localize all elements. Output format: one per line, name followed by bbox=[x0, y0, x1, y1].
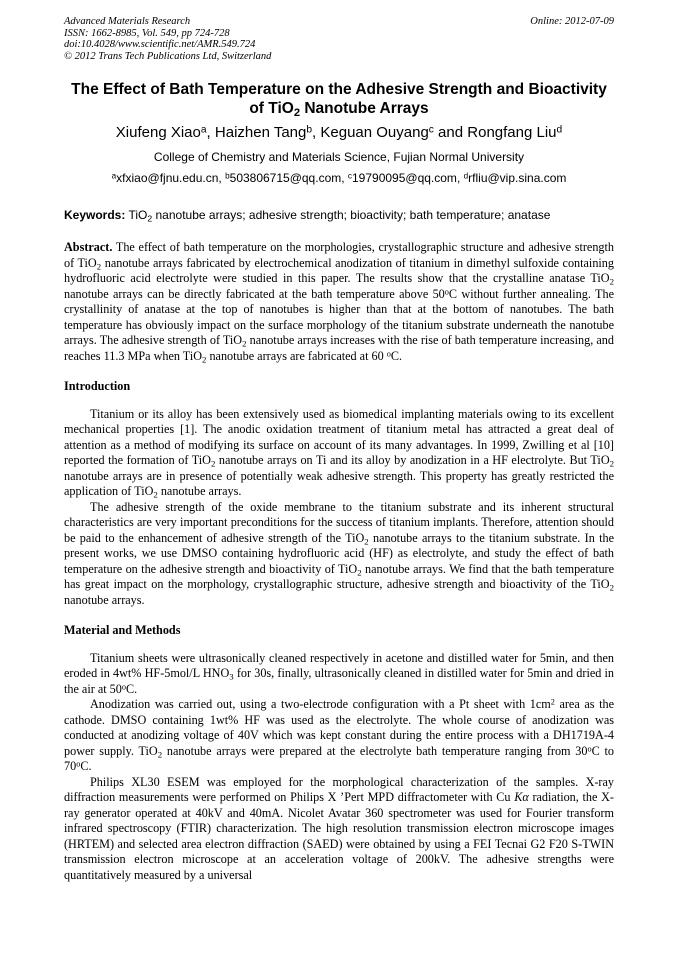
journal-header bbox=[64, 16, 271, 62]
doi-line: doi:10.4028/www.scientific.net/AMR.549.724 bbox=[64, 39, 256, 50]
author-emails bbox=[40, 171, 638, 185]
intro-paragraph-1: Titanium or its alloy has been extensively used as biomedical implanting materials owing to its excellent mechanical properties [1]. The anodic oxidation treatment of titanium metal has attracted a great deal of attention as a method of modifying its surface on account of its many advantages. In 1999, Zwilling et al [10] reported the formation of TiO$_2$ nanotube arrays on Ti and its alloy by anodization in a HF electrolyte. But TiO$_2$ nanotube arrays are in presence of potentially weak adhesive strength. This property has greatly restricted the application of TiO$_2$ nanotube arrays. bbox=[64, 406, 615, 500]
title-line-2: of TiO$_2$ Nanotube Arrays bbox=[249, 100, 429, 120]
author: Rongfang Liu$^d$ bbox=[467, 124, 563, 141]
author-list bbox=[40, 124, 638, 142]
abstract: Abstract. The effect of bath temperature on the morphologies, crystallographic structure and adhesive strength of TiO$_2$ nanotube arrays fabricated by electrochemical anodization of titanium in dimethyl sulfoxide containing hydrofluoric acid electrolyte were studied in this paper. The results show that the crystalline anatase TiO$_2$ nanotube arrays can be directly fabricated at the bath temperature above 50$^o$C without further annealing. The crystallinity of anatase at the top of nanotubes is higher than that at the bottom of nanotubes. The bath temperature has obviously impact on the surface morphology of the titanium substrate underneath the nanotube arrays. The adhesive strength of TiO$_2$ nanotube arrays increases with the rise of bath temperature increasing, and reaches 11.3 MPa when TiO$_2$ nanotube arrays are fabricated at 60 $^o$C. bbox=[64, 240, 614, 364]
online-date: Online: 2012-07-09 bbox=[530, 16, 614, 27]
author: Keguan Ouyang$^c$ and bbox=[320, 124, 468, 141]
email: $^a$xfxiao@fjnu.edu.cn, bbox=[111, 171, 226, 185]
affiliation: College of Chemistry and Materials Science, Fujian Normal University bbox=[153, 150, 525, 164]
email: $^b$503806715@qq.com, bbox=[225, 171, 348, 185]
keywords-label: Keywords: bbox=[64, 208, 126, 222]
author: Xiufeng Xiao$^a$, bbox=[115, 124, 215, 141]
methods-paragraph-1: Titanium sheets were ultrasonically cleaned respectively in acetone and distilled water for 5min, and then eroded in 4wt% HF-5mol/L $HNO_3$ for 30s, finally, ultrasonically cleaned in distilled water for 5min and dried in the air at 50$^o$C. bbox=[64, 650, 615, 696]
abstract-label: Abstract. bbox=[64, 240, 113, 254]
author: Haizhen Tang$^b$, bbox=[214, 124, 321, 141]
methods-paragraph-3: Philips XL30 ESEM was employed for the morphological characterization of the samples. X-ray diffraction measurements were performed on Philips X ’Pert MPD diffractometer with Cu Kα radiation, the X-ray generator operated at 40kV and 40mA. Nicolet Avatar 360 spectrometer was used for Fourier transform infrared spectroscopy (FTIR) characterization. The high resolution transmission electron microscope images (HRTEM) and selected area electron diffraction (SAED) were obtained by using a FEI Tecnai G2 F20 S-TWIN transmission electron microscope at an acceleration voltage of 200kV. The adhesive strengths were quantitatively measured by a universal bbox=[64, 774, 614, 882]
email: $^c$19790095@qq.com, bbox=[347, 171, 464, 185]
keywords: Keywords: TiO$_2$ nanotube arrays; adhesive strength; bioactivity; bath temperature; anatase bbox=[64, 208, 551, 224]
intro-paragraph-2: The adhesive strength of the oxide membrane to the titanium substrate and its inherent structural characteristics are very important preconditions for the success of titanium implants. Therefore, attention should be paid to the enhancement of adhesive strength of the TiO$_2$ nanotube arrays to the titanium substrate. In the present works, we use DMSO containing hydrofluoric acid (HF) as electrolyte, and study the effect of bath temperature on the adhesive strength and bioactivity of TiO$_2$ nanotube arrays. We find that the bath temperature has great impact on the morphology, crystallographic structure, adhesive strength and bioactivity of the TiO$_2$ nanotube arrays. bbox=[64, 499, 615, 607]
title-line-1: The Effect of Bath Temperature on the Adhesive Strength and Bioactivity bbox=[71, 81, 607, 98]
section-heading-introduction: Introduction bbox=[64, 379, 131, 393]
section-heading-methods: Material and Methods bbox=[64, 623, 181, 637]
copyright-line: © 2012 Trans Tech Publications Ltd, Switzerland bbox=[64, 50, 272, 62]
email: $^d$rfliu@vip.sina.com bbox=[463, 171, 567, 185]
methods-paragraph-2: Anodization was carried out, using a two-electrode configuration with a Pt sheet with $1cm^2$ area as the cathode. DMSO containing 1wt% HF was used as the electrolyte. The whole course of anodization was conducted at anodizing voltage of 40V which was kept constant during the entire process with a DH1719A-4 power supply. TiO$_2$ nanotube arrays were prepared at the electrolyte bath temperature ranging from 30$^o$C to 70$^o$C. bbox=[64, 697, 615, 773]
issn-line: ISSN: 1662-8985, Vol. 549, pp 724-728 bbox=[64, 27, 230, 39]
paper-title bbox=[40, 80, 638, 118]
journal-name: Advanced Materials Research bbox=[64, 16, 191, 27]
paper-body bbox=[64, 240, 614, 883]
